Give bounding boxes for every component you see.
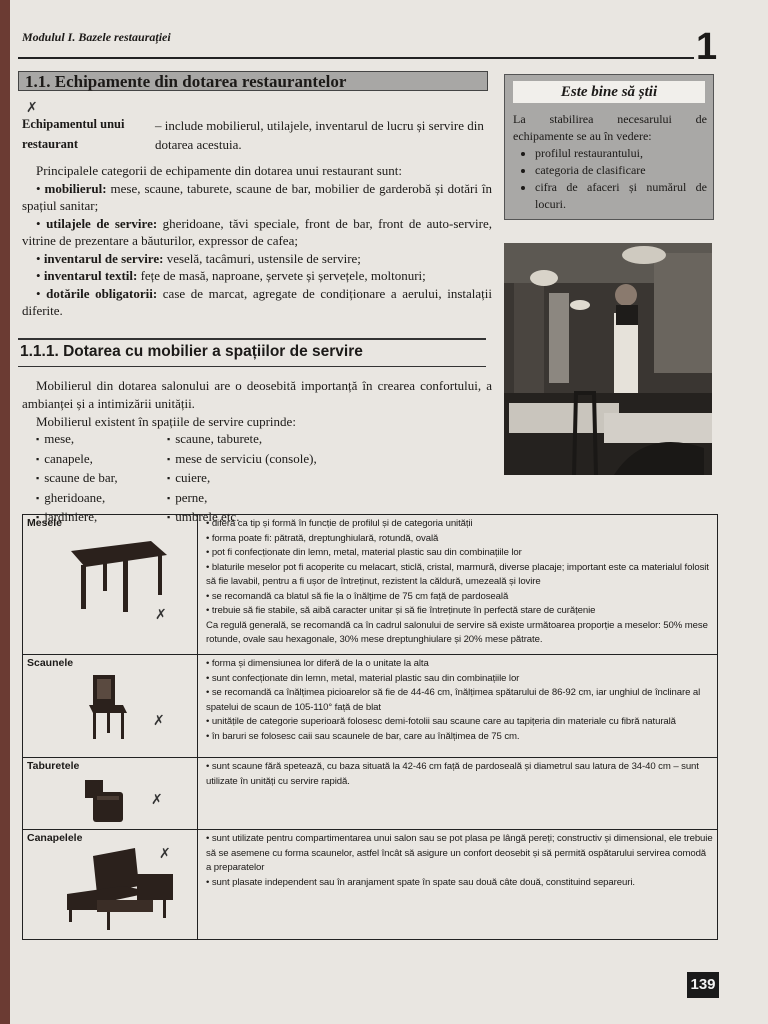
description-line: • forma și dimensiunea lor diferă de la o unitate la alta xyxy=(206,658,429,669)
info-box-body xyxy=(513,111,707,213)
row-name-cell xyxy=(23,830,198,940)
furniture-table xyxy=(22,514,718,940)
header-rule xyxy=(18,57,694,59)
definition-text: – include mobilierul, utilajele, inventarul de lucru și servire din dotarea acestuia. xyxy=(155,118,484,152)
description-line: • blaturile meselor pot fi acoperite cu melacart, sticlă, cristal, marmură, diverse placaje; important este ca materialul folosit să fie lavabil, pentru a fi ușor de întreținut, rezistent la căldură, umezeală și lovire xyxy=(206,561,709,587)
list-item: ▪ umbrele etc. xyxy=(167,508,447,528)
category-item: • dotările obligatorii: case de marcat, agregate de condiționare a aerului, instalații diferite. xyxy=(22,285,492,318)
section-title: 1.1. Echipamente din dotarea restaurantelor xyxy=(18,71,488,91)
category-term: utilajele de servire: xyxy=(46,215,158,231)
description-line: • diferă ca tip și formă în funcție de profilul și de categoria unității xyxy=(206,518,473,529)
chair-furniture-icon xyxy=(83,673,133,743)
description-line: • sunt utilizate pentru compartimentarea unui salon sau se pot plasa pe lângă pereți; constructiv și dimensional, ele trebuie să se asemene cu forma scaunelor, astfel încât să asigure un confort deosebit și să permită ospătarului servirea comodă a preparatelor xyxy=(206,833,713,873)
description-line: • se recomandă ca înălțimea picioarelor să fie de 44-46 cm, înălțimea spătarului de 86-92 cm, iar unghiul de înclinare al spatelui de scaun de 105-110° față de blat xyxy=(206,687,701,713)
furniture-list-intro: Mobilierul existent în spațiile de servire cuprinde: xyxy=(36,414,296,429)
table-row xyxy=(23,758,718,830)
info-box xyxy=(504,74,714,220)
categories-block xyxy=(22,162,492,320)
stool-furniture-icon xyxy=(83,778,133,828)
restaurant-photo xyxy=(504,243,712,475)
info-box-title: Este bine să știi xyxy=(513,81,705,103)
subsection-paragraph: Mobilierul din dotarea salonului are o deosebită importanță în crearea confortului, a ambianței și a intimizării unității. xyxy=(22,378,492,411)
info-box-list xyxy=(513,145,707,213)
list-item: ▪ perne, xyxy=(167,489,447,509)
info-box-item: • cifra de afaceri și numărul de locuri. xyxy=(535,179,707,213)
handwritten-x-mark-icon: ✗ xyxy=(26,100,38,116)
category-item: • inventarul de servire: veselă, tacâmuri, ustensile de servire; xyxy=(36,250,361,266)
table-furniture-icon xyxy=(63,535,171,615)
list-item: ▪ mese de serviciu (console), xyxy=(167,450,447,470)
description-line: • sunt confecționate din lemn, metal, material plastic sau din combinațiile lor xyxy=(206,672,520,684)
row-name-cell xyxy=(23,515,198,655)
handwritten-x-mark-icon: ✗ xyxy=(151,792,163,808)
category-text: gheridoane, tăvi speciale, front de bar, front de auto-servire, vitrine de prezentare a băuturilor, expressor de cafea; xyxy=(22,215,492,248)
row-name: Taburetele xyxy=(27,760,80,772)
furniture-list-col2 xyxy=(167,430,447,528)
category-term: mobilierul: xyxy=(44,180,107,196)
category-text: mese, scaune, taburete, scaune de bar, mobilier de garderobă și dotări în spațiul sanitar; xyxy=(22,180,492,213)
list-item: ▪ canapele, xyxy=(36,450,196,470)
info-box-item: • profilul restaurantului, xyxy=(535,145,707,162)
textbook-page xyxy=(10,0,768,1024)
row-name: Canapelele xyxy=(27,832,83,844)
row-description xyxy=(198,830,718,940)
subsection-rule xyxy=(18,366,486,367)
list-item: ▪ jardiniere, xyxy=(36,508,196,528)
handwritten-x-mark-icon: ✗ xyxy=(159,846,171,862)
row-name-cell xyxy=(23,655,198,758)
list-item: ▪ scaune, taburete, xyxy=(167,430,447,450)
category-item: • utilajele de servire: gheridoane, tăvi speciale, front de bar, front de auto-servire, vitrine de prezentare a băuturilor, expressor de cafea; xyxy=(22,215,492,248)
row-name: Scaunele xyxy=(27,657,74,669)
definition-term: Echipamentul unui restaurant xyxy=(22,117,125,151)
description-line: • pot fi confecționate din lemn, metal, material plastic sau din combinațiile lor xyxy=(206,547,522,558)
category-text: veselă, tacâmuri, ustensile de servire; xyxy=(163,250,361,266)
description-line: • trebuie să fie stabile, să aibă caracter unitar și să fie întreținute în perfectă stare de curățenie xyxy=(206,605,596,616)
description-line: • sunt plasate independent sau în aranjament spate în spate sau două câte două, constituind separeuri. xyxy=(206,876,635,888)
list-item: ▪ mese, xyxy=(36,430,196,450)
list-item: ▪ cuiere, xyxy=(167,469,447,489)
page-number: 139 xyxy=(687,972,719,998)
subsection-rule-top xyxy=(18,338,486,340)
category-term: dotările obligatorii: xyxy=(46,285,158,301)
chapter-number: 1 xyxy=(696,26,718,68)
category-text: fețe de masă, naproane, șervete și șervețele, moltonuri; xyxy=(137,268,426,283)
table-row xyxy=(23,515,718,655)
description-line: • forma poate fi: pătrată, dreptunghiulară, rotundă, ovală xyxy=(206,532,439,544)
list-item: ▪ scaune de bar, xyxy=(36,469,196,489)
table-row xyxy=(23,655,718,758)
category-text: case de marcat, agregate de condiționare a aerului, instalații diferite. xyxy=(22,285,492,318)
categories-intro: Principalele categorii de echipamente din dotarea unui restaurant sunt: xyxy=(36,163,403,178)
row-description xyxy=(198,655,718,758)
category-term: inventarul textil: xyxy=(43,268,138,283)
info-box-intro: La stabilirea necesarului de echipamente se au în vedere: xyxy=(513,112,707,143)
handwritten-x-mark-icon: ✗ xyxy=(155,607,167,623)
description-line: • se recomandă ca blatul să fie la o înălțime de 75 cm față de pardoseală xyxy=(206,590,509,602)
row-description xyxy=(198,515,718,655)
row-description xyxy=(198,758,718,830)
description-line: Ca regulă generală, se recomandă ca în cadrul salonului de servire să existe următoarea proporție a meselor: 50% mese rotunde, ovale sau hexagonale, 30% mese dreptunghiulare și 20% mese pătrate. xyxy=(206,619,708,645)
description-line: • unitățile de categorie superioară folosesc demi-fotolii sau scaune care au tapițeria din materiale cu fibră naturală xyxy=(206,716,676,727)
table-row xyxy=(23,830,718,940)
restaurant-interior-illustration xyxy=(504,243,712,475)
description-line: • sunt scaune fără spetează, cu baza situată la 42-46 cm față de pardoseală și diametrul sau latura de 34-40 cm – sunt utilizate în unități cu servire rapidă. xyxy=(206,761,699,787)
category-item: • mobilierul: mese, scaune, taburete, scaune de bar, mobilier de garderobă și dotări în spațiul sanitar; xyxy=(22,180,492,213)
row-name-cell xyxy=(23,758,198,830)
category-term: inventarul de servire: xyxy=(43,250,164,266)
info-box-item: • categoria de clasificare xyxy=(535,162,707,179)
row-name: Mesele xyxy=(27,517,63,529)
module-header: Modulul I. Bazele restaurației xyxy=(22,30,171,44)
category-item: • inventarul textil: fețe de masă, naproane, șervete și șervețele, moltonuri; xyxy=(36,268,426,283)
description-line: • în baruri se folosesc caii sau scaunele de bar, care au înălțimea de 75 cm. xyxy=(206,730,520,742)
subsection-title: 1.1.1. Dotarea cu mobilier a spațiilor de servire xyxy=(20,343,363,360)
list-item: ▪ gheridoane, xyxy=(36,489,196,509)
handwritten-x-mark-icon: ✗ xyxy=(153,713,165,729)
sofa-furniture-icon xyxy=(63,846,173,938)
